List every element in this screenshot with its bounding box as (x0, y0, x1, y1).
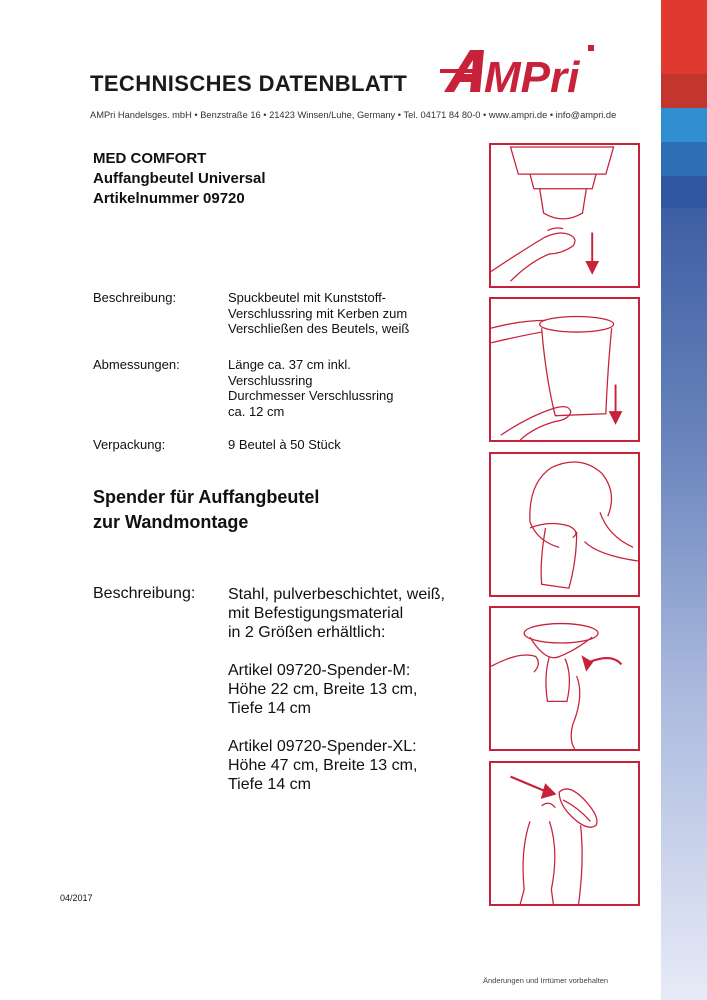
disclaimer-note: Änderungen und Irrtümer vorbehalten (483, 976, 609, 985)
spec-label-dimensions: Abmessungen: (93, 357, 180, 372)
spec-value-packaging: 9 Beutel à 50 Stück (228, 437, 341, 452)
article-number: Artikelnummer 09720 (93, 190, 245, 207)
instruction-panel-3 (489, 452, 640, 597)
product-line: MED COMFORT (93, 150, 207, 167)
dispenser-heading-2: zur Wandmontage (93, 512, 249, 532)
instruction-panel-2 (489, 297, 640, 442)
spec-label-description: Beschreibung: (93, 290, 177, 305)
instruction-panel-4 (489, 606, 640, 751)
document-date: 04/2017 (60, 893, 93, 903)
product-name: Auffangbeutel Universal (93, 170, 266, 187)
ampri-logo (440, 42, 600, 98)
instruction-panel-1 (489, 143, 640, 288)
company-address: AMPri Handelsges. mbH • Benzstraße 16 • 21423 Winsen/Luhe, Germany • Tel. 04171 84 80-0 • www.ampri.de • info@ampri.de (90, 110, 617, 120)
spec-value-description: Spuckbeutel mit Kunststoff- Verschlussring mit Kerben zum Verschließen des Beutels, weiß (228, 290, 410, 336)
document-title: TECHNISCHES DATENBLATT (90, 71, 408, 96)
dispenser-description-label: Beschreibung: (93, 585, 196, 602)
decorative-color-strip (661, 0, 707, 1000)
instruction-panel-5 (489, 761, 640, 906)
dispenser-heading-1: Spender für Auffangbeutel (93, 487, 320, 507)
spec-label-packaging: Verpackung: (93, 437, 166, 452)
spec-value-dimensions: Länge ca. 37 cm inkl. Verschlussring Durchmesser Verschlussring ca. 12 cm (228, 357, 394, 419)
dispenser-description: Stahl, pulverbeschichtet, weiß, mit Befestigungsmaterial in 2 Größen erhältlich: Artikel 09720-Spender-M: Höhe 22 cm, Breite 13 cm, Tiefe 14 cm Artikel 09720-Spender-XL: Höhe 47 cm, Breite 13 cm, Tiefe 14 cm (228, 586, 445, 793)
svg-text:MPri: MPri (484, 53, 580, 98)
